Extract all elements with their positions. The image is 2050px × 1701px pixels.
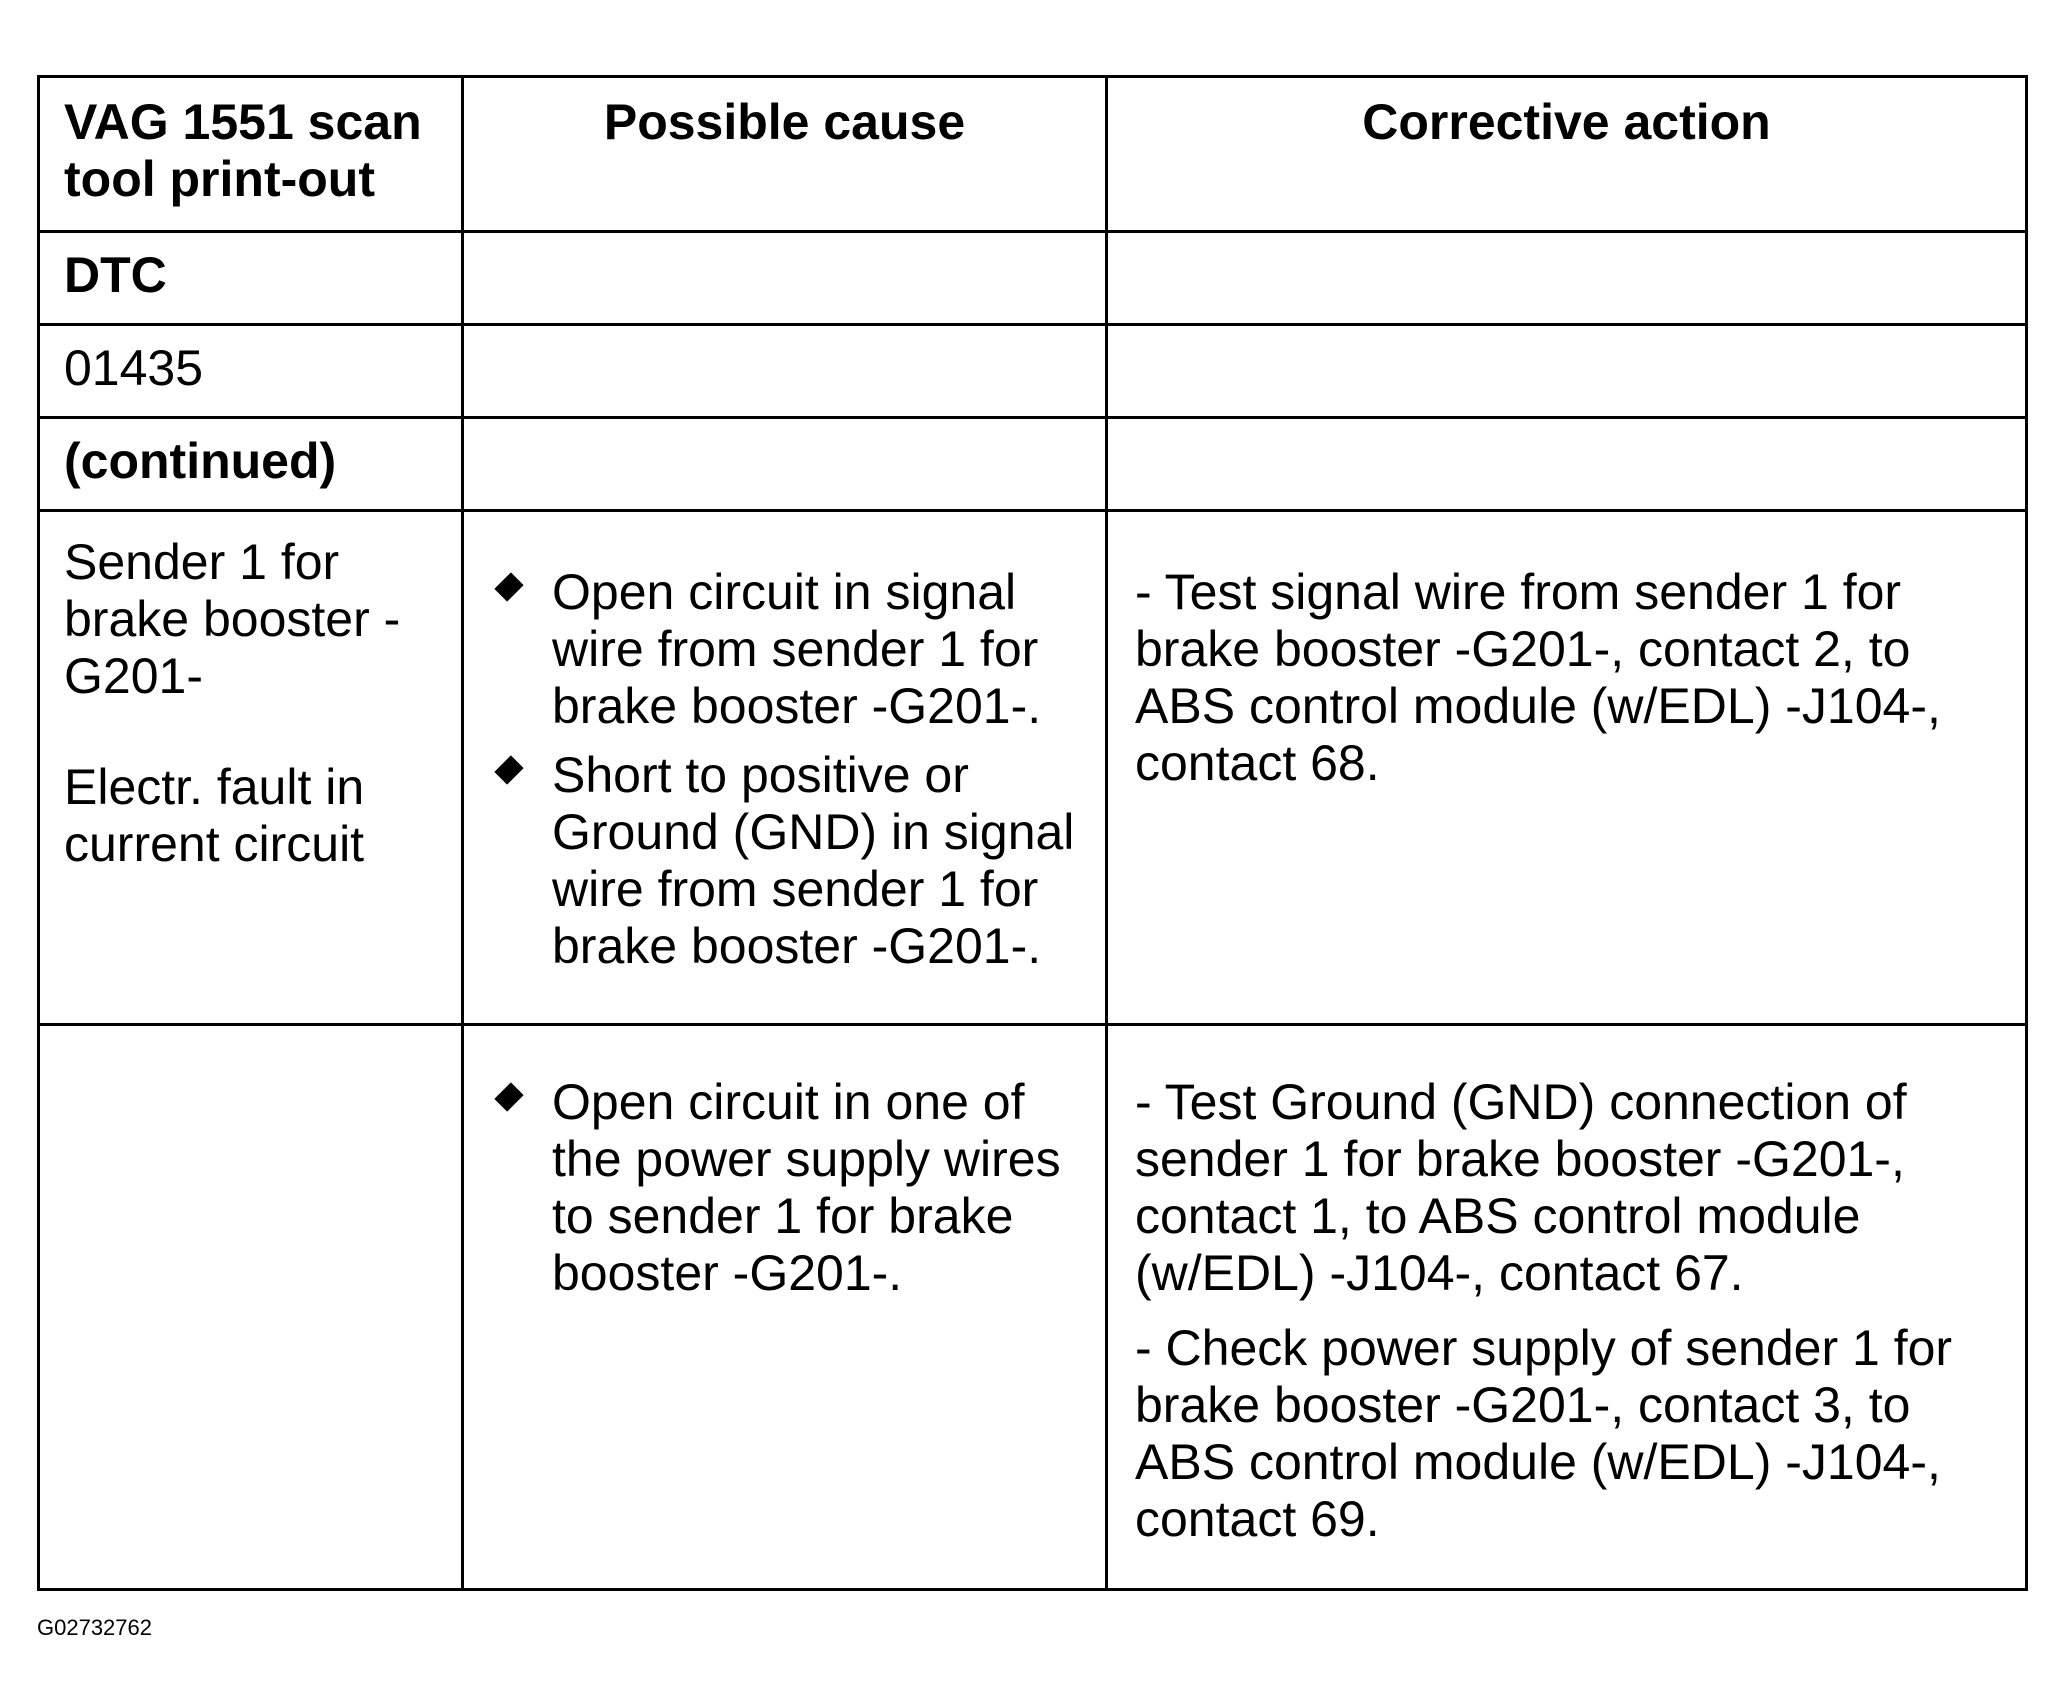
printout-cell — [39, 511, 463, 1025]
header-corrective-action: Corrective action — [1107, 77, 2027, 232]
diamond-bullet-icon — [494, 1082, 523, 1111]
diamond-bullet-icon — [494, 755, 523, 784]
table-row-dtc-code — [39, 325, 2027, 418]
action-cell — [1107, 511, 2027, 1025]
action-text: - Check power supply of sender 1 for brake booster -G201-, contact 3, to ABS control module (w/EDL) -J104-, contact 69. — [1135, 1320, 1953, 1547]
diamond-bullet-icon — [494, 572, 523, 601]
header-row — [39, 77, 2027, 232]
empty-cell — [1107, 232, 2027, 325]
list-item — [488, 747, 1081, 975]
empty-cell — [463, 325, 1107, 418]
empty-cell — [463, 418, 1107, 511]
cause-list — [488, 1074, 1081, 1302]
table-row-continued — [39, 418, 2027, 511]
dtc-label: DTC — [39, 232, 463, 325]
header-scan-tool-printout: VAG 1551 scan tool print-out — [39, 77, 463, 232]
action-text: - Test Ground (GND) connection of sender 1 for brake booster -G201-, contact 1, to ABS control module (w/EDL) -J104-, contact 67. — [1135, 1074, 1907, 1301]
table-row-power-supply — [39, 1025, 2027, 1590]
table-row-sender-fault — [39, 511, 2027, 1025]
action-cell — [1107, 1025, 2027, 1590]
empty-cell — [39, 1025, 463, 1590]
continued-label: (continued) — [39, 418, 463, 511]
dtc-table — [37, 75, 2028, 1591]
sender-description: Sender 1 for brake booster -G201- — [64, 534, 401, 704]
cause-cell — [463, 1025, 1107, 1590]
cause-text: Open circuit in one of the power supply wires to sender 1 for brake booster -G201-. — [552, 1074, 1061, 1301]
empty-cell — [463, 232, 1107, 325]
empty-cell — [1107, 418, 2027, 511]
cause-cell — [463, 511, 1107, 1025]
cause-text: Short to positive or Ground (GND) in signal wire from sender 1 for brake booster -G201-. — [552, 747, 1075, 974]
list-item — [488, 1074, 1081, 1302]
header-possible-cause: Possible cause — [463, 77, 1107, 232]
table-row-dtc-label — [39, 232, 2027, 325]
cause-text: Open circuit in signal wire from sender 1 for brake booster -G201-. — [552, 564, 1042, 734]
fault-description: Electr. fault in current circuit — [64, 759, 365, 872]
cause-list — [488, 564, 1081, 975]
action-text: - Test signal wire from sender 1 for brake booster -G201-, contact 2, to ABS control module (w/EDL) -J104-, contact 68. — [1135, 564, 1941, 791]
list-item — [488, 564, 1081, 735]
empty-cell — [1107, 325, 2027, 418]
figure-id: G02732762 — [37, 1615, 152, 1640]
dtc-code: 01435 — [39, 325, 463, 418]
